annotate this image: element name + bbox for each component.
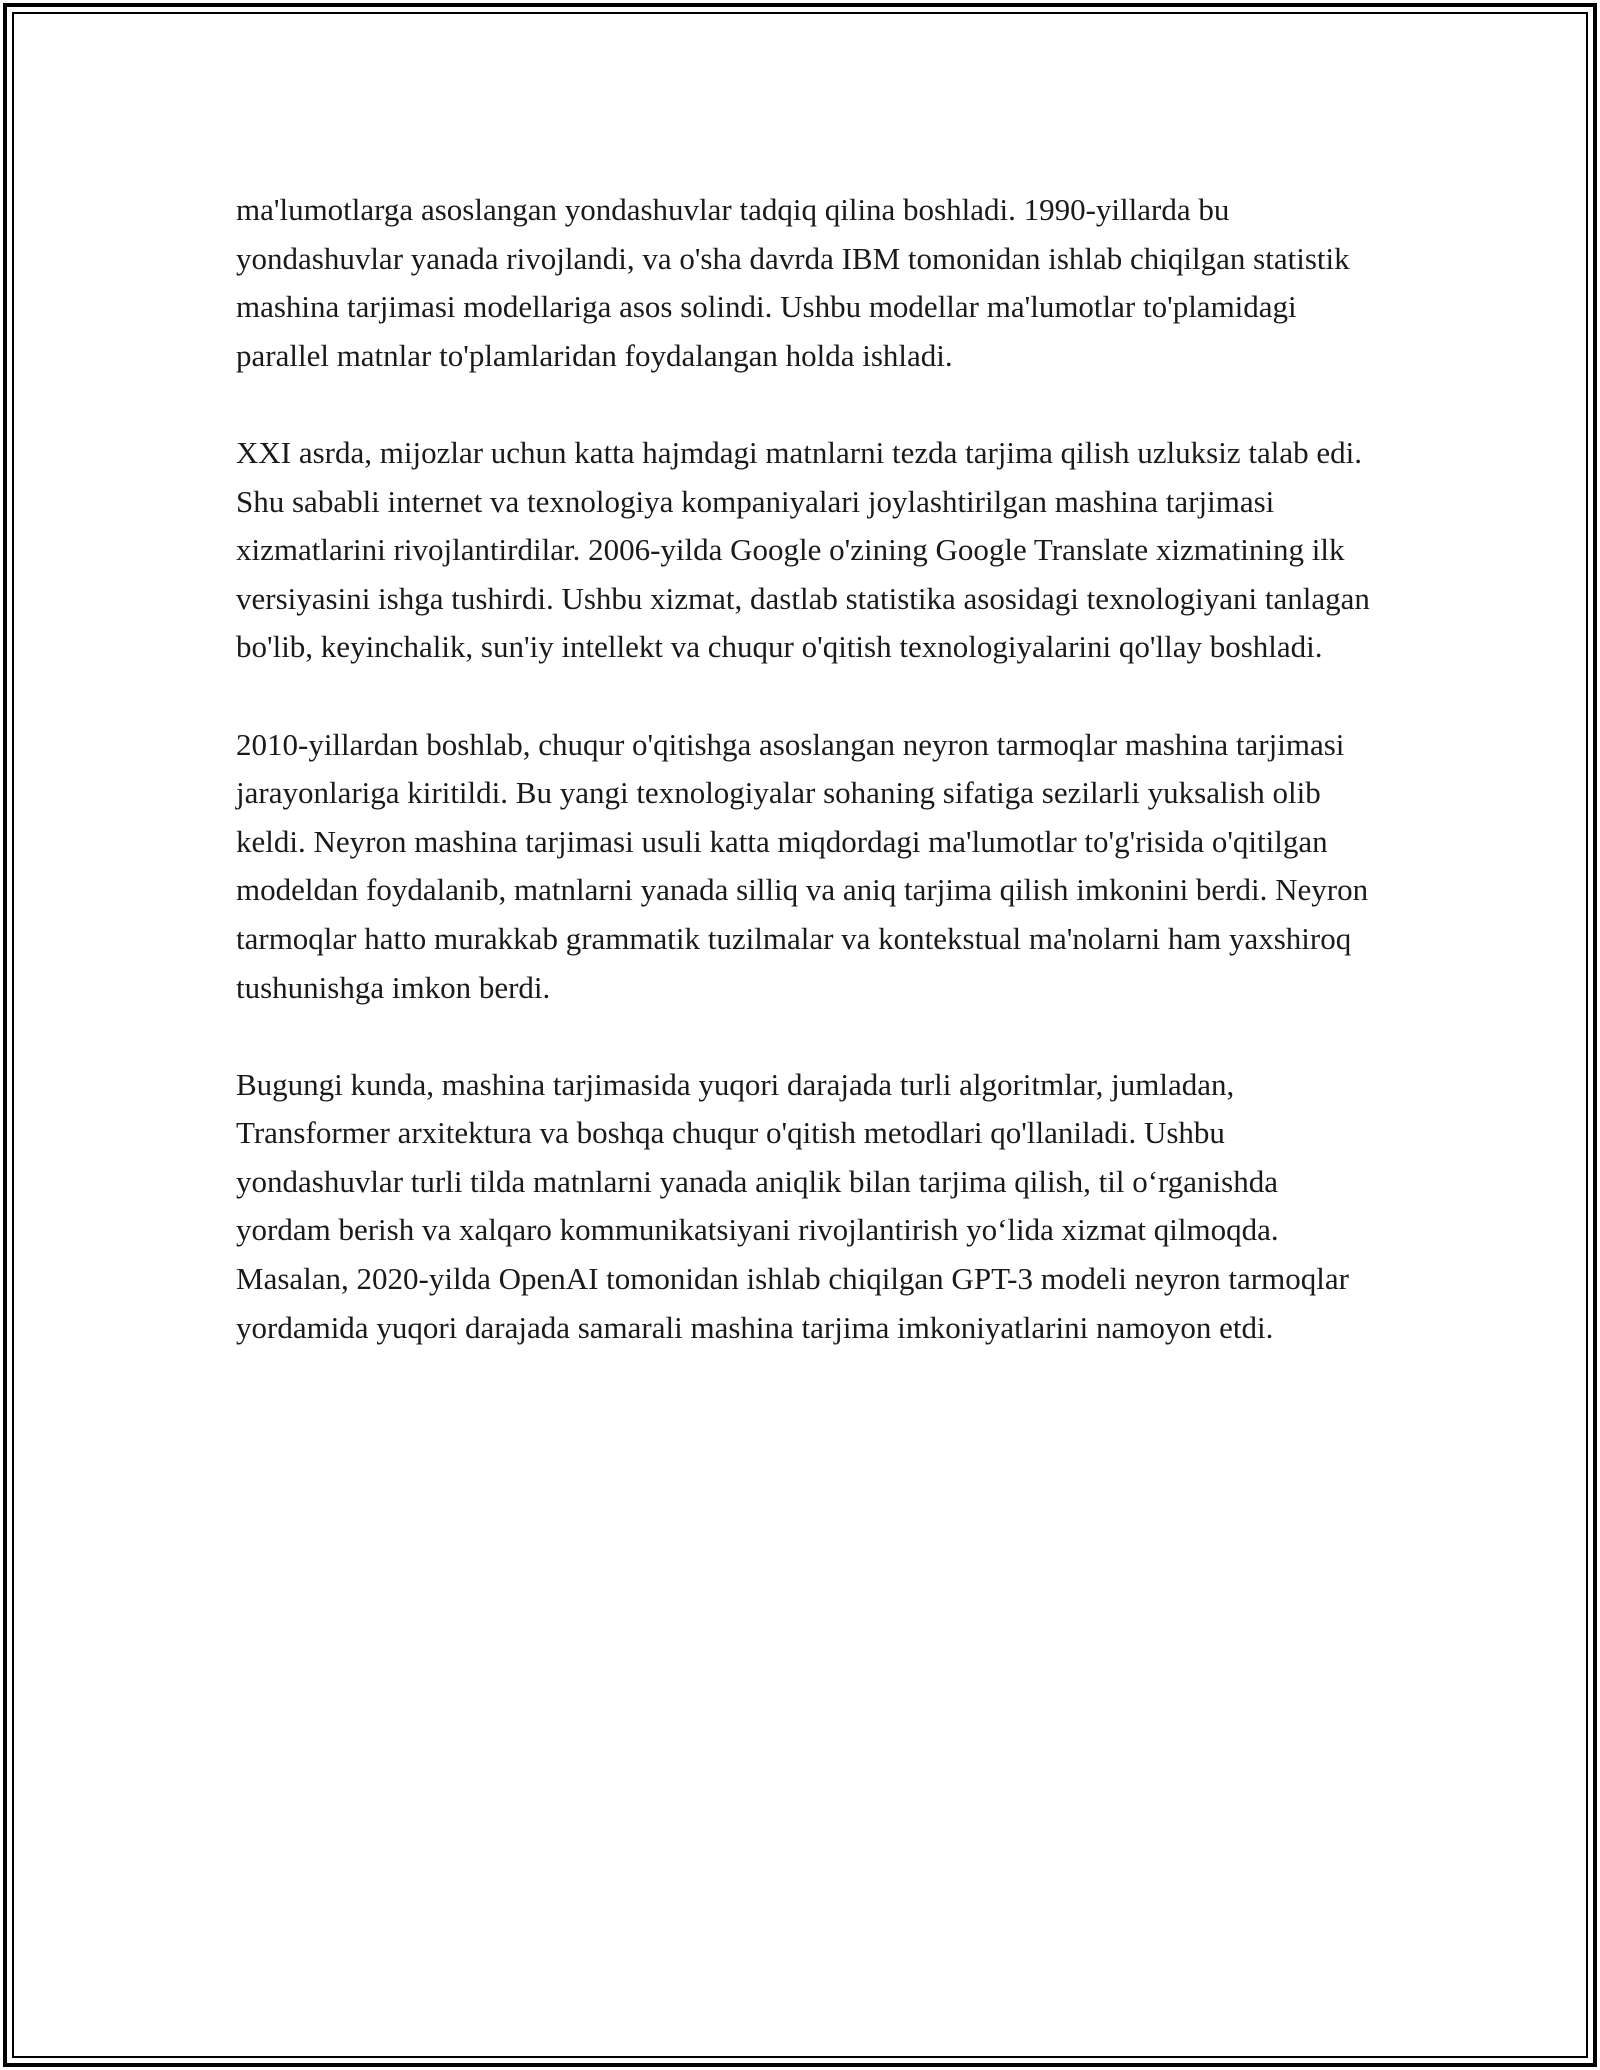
paragraph-present-day: Bugungi kunda, mashina tarjimasida yuqori darajada turli algoritmlar, jumladan, Transformer arxitektura va boshqa chuqur o'qitish metodlari qo'llaniladi. Ushbu yondashuvlar turli tilda matnlarni yanada aniqlik bilan tarjima qilish, til o‘rganishda yordam berish va xalqaro kommunikatsiyani rivojlantirish yo‘lida xizmat qilmoqda. Masalan, 2020-yilda OpenAI tomonidan ishlab chiqilgan GPT-3 modeli neyron tarmoqlar yordamida yuqori darajada samarali mashina tarjima imkoniyatlarini namoyon etdi. bbox=[236, 1066, 1349, 1345]
paragraph-neural-mt: 2010-yillardan boshlab, chuqur o'qitishga asoslangan neyron tarmoqlar mashina tarjimasi jarayonlariga kiritildi. Bu yangi texnologiyalar sohaning sifatiga sezilarli yuksalish olib keldi. Neyron mashina tarjimasi usuli katta miqdordagi ma'lumotlar to'g'risida o'qitilgan modeldan foydalanib, matnlarni yanada silliq va aniq tarjima qilish imkonini berdi. Neyron tarmoqlar hatto murakkab grammatik tuzilmalar va kontekstual ma'nolarni ham yaxshiroq tushunishga imkon berdi. bbox=[236, 726, 1369, 1005]
document-body bbox=[236, 186, 1376, 1352]
paragraph-statistical-mt: ma'lumotlarga asoslangan yondashuvlar tadqiq qilina boshladi. 1990-yillarda bu yondashuvlar yanada rivojlandi, va o'sha davrda IBM tomonidan ishlab chiqilgan statistik mashina tarjimasi modellariga asos solindi. Ushbu modellar ma'lumotlar to'plamidagi parallel matnlar to'plamlaridan foydalangan holda ishladi. bbox=[236, 192, 1350, 373]
paragraph-21st-century: XXI asrda, mijozlar uchun katta hajmdagi matnlarni tezda tarjima qilish uzluksiz talab edi. Shu sababli internet va texnologiya kompaniyalari joylashtirilgan mashina tarjimasi xizmatlarini rivojlantirdilar. 2006-yilda Google o'zining Google Translate xizmatining ilk versiyasini ishga tushirdi. Ushbu xizmat, dastlab statistika asosidagi texnologiyani tanlagan bo'lib, keyinchalik, sun'iy intellekt va chuqur o'qitish texnologiyalarini qo'llay boshladi. bbox=[236, 434, 1370, 665]
